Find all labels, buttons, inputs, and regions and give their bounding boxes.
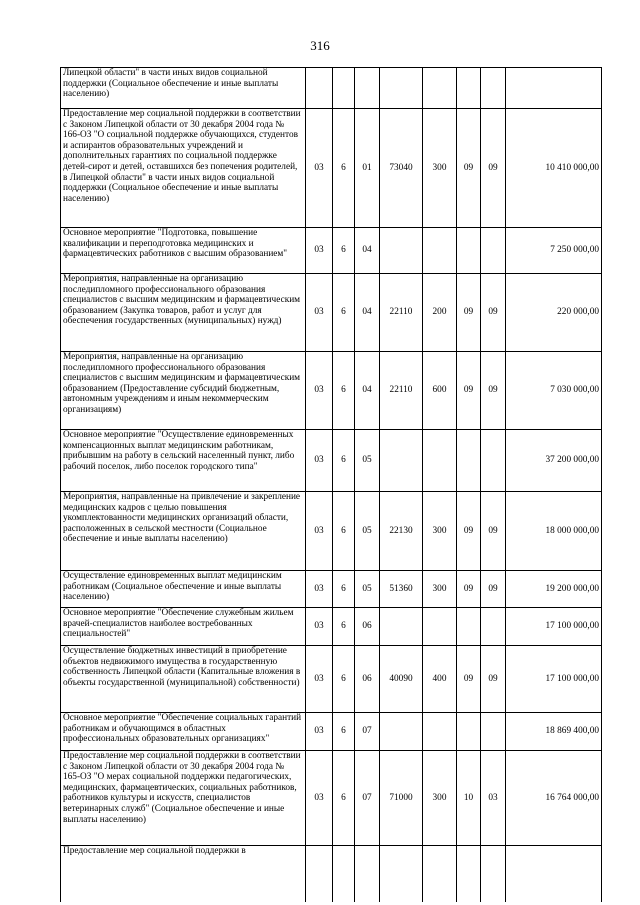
target-code-cell: 71000	[380, 751, 423, 846]
target-code-cell	[380, 846, 423, 902]
amount-cell: 18 869 400,00	[506, 713, 602, 751]
expense-type-cell	[423, 713, 457, 751]
subsection-cell	[481, 228, 506, 274]
table-row	[61, 68, 602, 109]
code-2-cell: 6	[333, 751, 355, 846]
code-1-cell: 03	[306, 352, 333, 430]
amount-cell: 17 100 000,00	[506, 646, 602, 713]
row-name-cell: Осуществление единовременных выплат медицинским работникам (Социальное обеспечение и иные выплаты населению)	[61, 571, 306, 608]
subsection-cell	[481, 846, 506, 902]
code-1-cell	[306, 846, 333, 902]
code-1-cell: 03	[306, 274, 333, 352]
code-1-cell: 03	[306, 492, 333, 571]
target-code-cell	[380, 430, 423, 492]
code-3-cell: 05	[355, 492, 380, 571]
code-3-cell: 05	[355, 430, 380, 492]
table-row	[61, 846, 602, 902]
code-2-cell: 6	[333, 109, 355, 228]
amount-cell: 37 200 000,00	[506, 430, 602, 492]
amount-cell: 7 250 000,00	[506, 228, 602, 274]
amount-cell: 10 410 000,00	[506, 109, 602, 228]
amount-cell: 16 764 000,00	[506, 751, 602, 846]
section-cell: 09	[457, 274, 481, 352]
code-1-cell	[306, 68, 333, 109]
code-3-cell: 07	[355, 713, 380, 751]
row-name-cell: Основное мероприятие "Обеспечение социальных гарантий работникам и обучающимся в областных профессиональных образовательных организациях"	[61, 713, 306, 751]
code-3-cell: 01	[355, 109, 380, 228]
expense-type-cell: 300	[423, 571, 457, 608]
target-code-cell	[380, 228, 423, 274]
target-code-cell	[380, 608, 423, 646]
subsection-cell: 09	[481, 646, 506, 713]
code-1-cell: 03	[306, 608, 333, 646]
table-row	[61, 352, 602, 430]
code-3-cell: 04	[355, 228, 380, 274]
table-row	[61, 646, 602, 713]
expense-type-cell: 300	[423, 492, 457, 571]
row-name-cell: Предоставление мер социальной поддержки в соответствии с Законом Липецкой области от 30 декабря 2004 года № 165-ОЗ "О мерах социальной поддержки педагогических, медицинских, фармацевтических, социальных работников, работников культуры и искусств, специалистов ветеринарных служб" (Социальное обеспечение и иные выплаты населению)	[61, 751, 306, 846]
expense-type-cell: 400	[423, 646, 457, 713]
row-name-cell: Липецкой области" в части иных видов социальной поддержки (Социальное обеспечение и иные выплаты населению)	[61, 68, 306, 109]
page-number: 316	[310, 38, 330, 53]
code-1-cell: 03	[306, 713, 333, 751]
table-row	[61, 713, 602, 751]
amount-cell	[506, 846, 602, 902]
table-row	[61, 109, 602, 228]
row-name-cell: Основное мероприятие "Обеспечение служебным жильем врачей-специалистов наиболее востребованных специальностей"	[61, 608, 306, 646]
section-cell	[457, 608, 481, 646]
target-code-cell	[380, 713, 423, 751]
section-cell: 10	[457, 751, 481, 846]
expense-type-cell	[423, 430, 457, 492]
subsection-cell: 09	[481, 352, 506, 430]
code-2-cell: 6	[333, 713, 355, 751]
subsection-cell: 09	[481, 274, 506, 352]
expense-type-cell: 300	[423, 751, 457, 846]
code-1-cell: 03	[306, 109, 333, 228]
target-code-cell: 22110	[380, 352, 423, 430]
subsection-cell	[481, 608, 506, 646]
row-name-cell: Основное мероприятие "Подготовка, повышение квалификации и переподготовка медицинских и фармацевтических работников с высшим образованием"	[61, 228, 306, 274]
row-name-cell: Мероприятия, направленные на организацию последипломного профессионального образования специалистов с высшим медицинским и фармацевтическим образованием (Предоставление субсидий бюджетным, автономным учреждениям и иным некоммерческим организациям)	[61, 352, 306, 430]
row-name-cell: Основное мероприятие "Осуществление единовременных компенсационных выплат медицинским работникам, прибывшим на работу в сельский населенный пункт, либо рабочий поселок, либо поселок городского типа"	[61, 430, 306, 492]
expense-type-cell: 200	[423, 274, 457, 352]
row-name-cell: Предоставление мер социальной поддержки в соответствии с Законом Липецкой области от 30 декабря 2004 года № 166-ОЗ "О социальной поддержке обучающихся, студентов и аспирантов образовательных учреждений и дополнительных гарантиях по социальной поддержке детей-сирот и детей, оставшихся без попечения родителей, в Липецкой области" в части иных видов социальной поддержки (Социальное обеспечение и иные выплаты населению)	[61, 109, 306, 228]
code-3-cell: 05	[355, 571, 380, 608]
amount-cell: 19 200 000,00	[506, 571, 602, 608]
expense-type-cell	[423, 608, 457, 646]
table-body	[61, 68, 602, 902]
expense-type-cell	[423, 68, 457, 109]
target-code-cell: 51360	[380, 571, 423, 608]
table-row	[61, 228, 602, 274]
amount-cell: 18 000 000,00	[506, 492, 602, 571]
code-1-cell: 03	[306, 430, 333, 492]
target-code-cell: 73040	[380, 109, 423, 228]
section-cell: 09	[457, 571, 481, 608]
target-code-cell: 22130	[380, 492, 423, 571]
budget-table	[60, 67, 602, 902]
expense-type-cell	[423, 846, 457, 902]
subsection-cell	[481, 68, 506, 109]
section-cell: 09	[457, 352, 481, 430]
table-row	[61, 492, 602, 571]
code-3-cell: 04	[355, 274, 380, 352]
table-row	[61, 274, 602, 352]
code-2-cell: 6	[333, 274, 355, 352]
amount-cell: 17 100 000,00	[506, 608, 602, 646]
code-3-cell	[355, 68, 380, 109]
section-cell	[457, 228, 481, 274]
target-code-cell: 22110	[380, 274, 423, 352]
row-name-cell: Предоставление мер социальной поддержки в	[61, 846, 306, 902]
code-3-cell: 07	[355, 751, 380, 846]
code-3-cell: 04	[355, 352, 380, 430]
section-cell	[457, 713, 481, 751]
amount-cell	[506, 68, 602, 109]
code-2-cell: 6	[333, 571, 355, 608]
subsection-cell	[481, 713, 506, 751]
target-code-cell	[380, 68, 423, 109]
code-2-cell: 6	[333, 430, 355, 492]
expense-type-cell	[423, 228, 457, 274]
section-cell	[457, 68, 481, 109]
code-3-cell	[355, 846, 380, 902]
target-code-cell: 40090	[380, 646, 423, 713]
code-2-cell: 6	[333, 228, 355, 274]
subsection-cell: 03	[481, 751, 506, 846]
subsection-cell: 09	[481, 492, 506, 571]
subsection-cell	[481, 430, 506, 492]
section-cell	[457, 846, 481, 902]
expense-type-cell: 600	[423, 352, 457, 430]
subsection-cell: 09	[481, 571, 506, 608]
code-1-cell: 03	[306, 646, 333, 713]
section-cell: 09	[457, 492, 481, 571]
expense-type-cell: 300	[423, 109, 457, 228]
code-2-cell	[333, 846, 355, 902]
table-row	[61, 571, 602, 608]
section-cell	[457, 430, 481, 492]
code-3-cell: 06	[355, 608, 380, 646]
code-1-cell: 03	[306, 751, 333, 846]
row-name-cell: Мероприятия, направленные на организацию последипломного профессионального образования специалистов с высшим медицинским и фармацевтическим образованием (Закупка товаров, работ и услуг для обеспечения государственных (муниципальных) нужд)	[61, 274, 306, 352]
code-2-cell: 6	[333, 492, 355, 571]
code-1-cell: 03	[306, 571, 333, 608]
code-2-cell: 6	[333, 352, 355, 430]
table-row	[61, 430, 602, 492]
code-2-cell: 6	[333, 608, 355, 646]
subsection-cell: 09	[481, 109, 506, 228]
code-1-cell: 03	[306, 228, 333, 274]
row-name-cell: Осуществление бюджетных инвестиций в приобретение объектов недвижимого имущества в государственную собственность Липецкой области (Капитальные вложения в объекты государственной (муниципальной) собственности)	[61, 646, 306, 713]
code-2-cell	[333, 68, 355, 109]
table-row	[61, 608, 602, 646]
amount-cell: 220 000,00	[506, 274, 602, 352]
section-cell: 09	[457, 646, 481, 713]
row-name-cell: Мероприятия, направленные на привлечение и закрепление медицинских кадров с целью повышения укомплектованности медицинских организаций области, расположенных в сельской местности (Социальное обеспечение и иные выплаты населению)	[61, 492, 306, 571]
code-2-cell: 6	[333, 646, 355, 713]
amount-cell: 7 030 000,00	[506, 352, 602, 430]
section-cell: 09	[457, 109, 481, 228]
code-3-cell: 06	[355, 646, 380, 713]
table-row	[61, 751, 602, 846]
